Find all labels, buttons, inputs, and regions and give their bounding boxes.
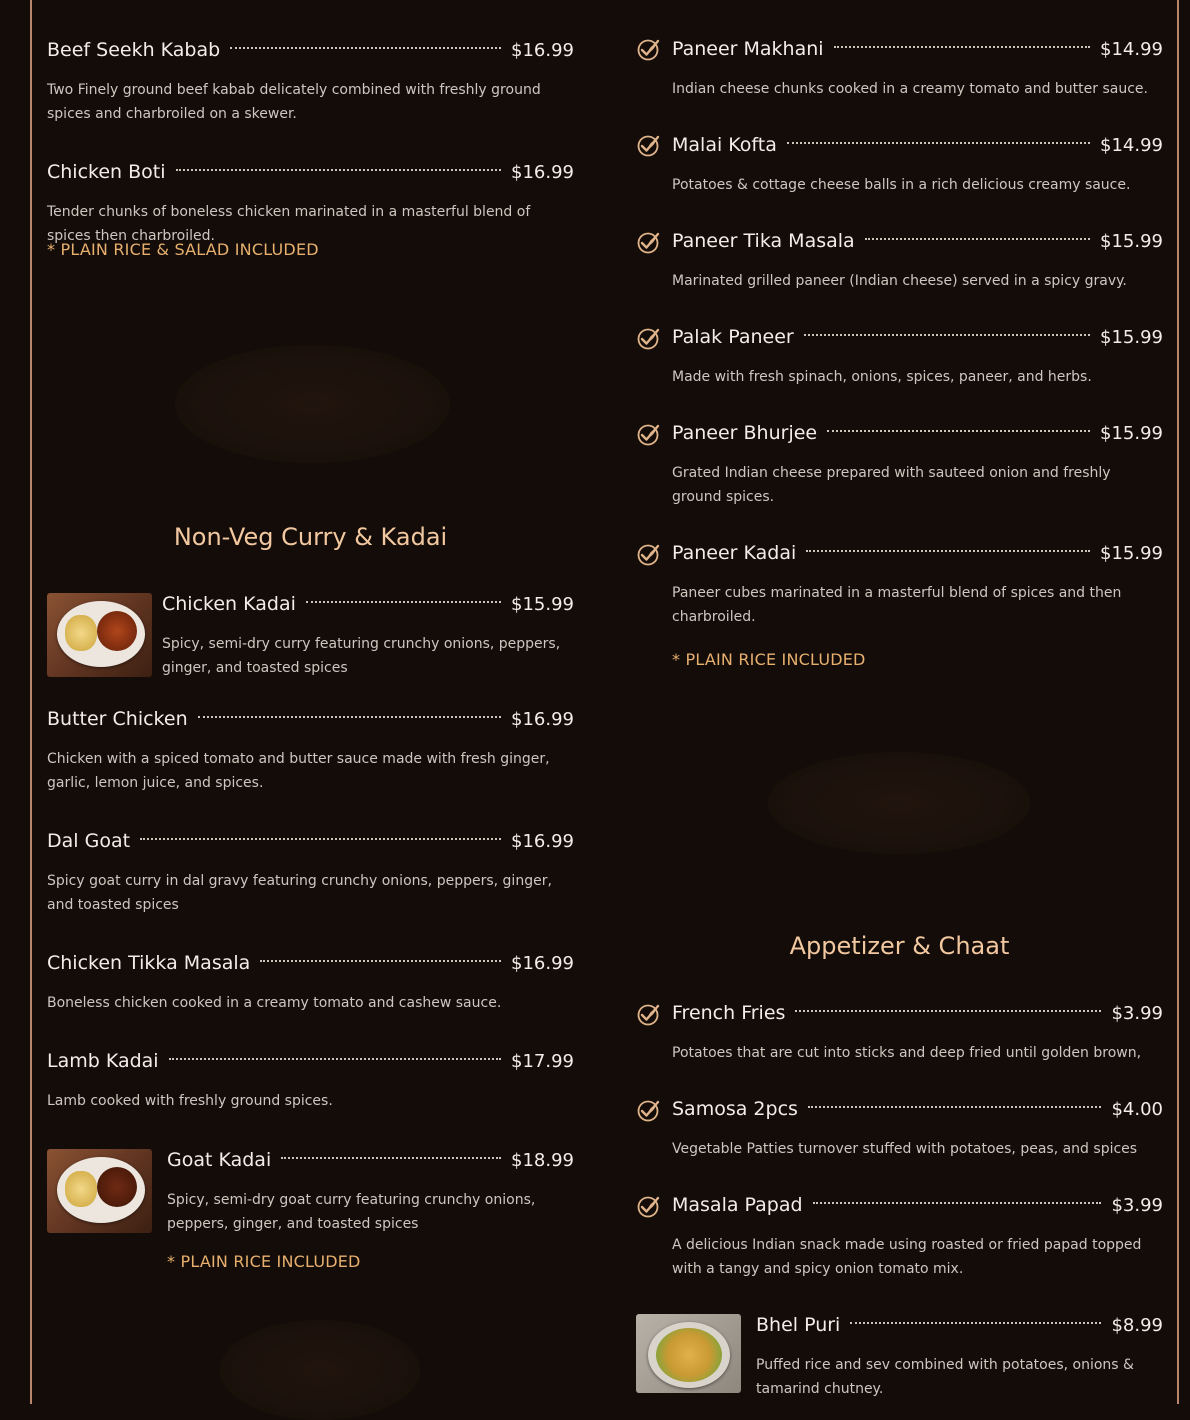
check-leaf-icon <box>636 1003 660 1027</box>
dotted-leader <box>795 1010 1101 1012</box>
check-leaf-icon <box>636 231 660 255</box>
item-description: Vegetable Patties turnover stuffed with potatoes, peas, and spices <box>672 1141 1138 1157</box>
item-description: Spicy, semi-dry goat curry featuring crunchy onions, peppers, ginger, and toasted spices <box>167 1192 536 1232</box>
section-title: Appetizer & Chaat <box>789 932 1010 960</box>
included-note: * PLAIN RICE INCLUDED <box>167 1252 361 1271</box>
item-price: $15.99 <box>1100 326 1163 348</box>
bhel-puri-photo <box>636 1314 741 1393</box>
item-price: $3.99 <box>1111 1194 1163 1216</box>
item-name: Goat Kadai <box>167 1149 272 1171</box>
menu-item[interactable] <box>672 226 1163 296</box>
menu-item[interactable] <box>47 1046 574 1116</box>
item-description: Lamb cooked with freshly ground spices. <box>47 1093 333 1109</box>
menu-item[interactable] <box>47 948 574 1018</box>
item-name: Palak Paneer <box>672 326 794 348</box>
dotted-leader <box>787 142 1090 144</box>
item-name: Beef Seekh Kabab <box>47 39 221 61</box>
item-price: $15.99 <box>1100 422 1163 444</box>
menu-item[interactable] <box>47 35 574 125</box>
check-leaf-icon <box>636 423 660 447</box>
dotted-leader <box>176 169 501 171</box>
item-description: Chicken with a spiced tomato and butter sauce made with fresh ginger, garlic, lemon juice, and spices. <box>47 751 550 791</box>
menu-item[interactable] <box>672 998 1163 1068</box>
dotted-leader <box>169 1058 501 1060</box>
item-name: Malai Kofta <box>672 134 777 156</box>
menu-item[interactable] <box>47 157 574 247</box>
item-price: $15.99 <box>511 593 574 615</box>
dotted-leader <box>850 1322 1101 1324</box>
dotted-leader <box>813 1202 1102 1204</box>
item-name: Dal Goat <box>47 830 131 852</box>
item-description: Marinated grilled paneer (Indian cheese) served in a spicy gravy. <box>672 273 1127 289</box>
left-border-line <box>30 0 32 1404</box>
item-price: $4.00 <box>1111 1098 1163 1120</box>
check-leaf-icon <box>636 38 660 62</box>
item-name: Butter Chicken <box>47 708 188 730</box>
dotted-leader <box>260 960 501 962</box>
check-leaf-icon <box>636 327 660 351</box>
item-description: Boneless chicken cooked in a creamy tomato and cashew sauce. <box>47 995 502 1011</box>
item-price: $17.99 <box>511 1050 574 1072</box>
item-description: Spicy, semi-dry curry featuring crunchy onions, peppers, ginger, and toasted spices <box>162 636 561 676</box>
item-description: Indian cheese chunks cooked in a creamy tomato and butter sauce. <box>672 81 1148 97</box>
included-note: * PLAIN RICE & SALAD INCLUDED <box>47 240 319 259</box>
included-note: * PLAIN RICE INCLUDED <box>672 650 866 669</box>
menu-item[interactable] <box>672 538 1163 628</box>
item-price: $8.99 <box>1111 1314 1163 1336</box>
dotted-leader <box>834 46 1090 48</box>
menu-item[interactable] <box>47 826 574 916</box>
item-description: A delicious Indian snack made using roasted or fried papad topped with a tangy and spicy onion tomato mix. <box>672 1237 1142 1277</box>
dotted-leader <box>865 238 1090 240</box>
item-price: $18.99 <box>511 1149 574 1171</box>
menu-item[interactable] <box>162 589 574 679</box>
item-price: $16.99 <box>511 952 574 974</box>
item-name: Chicken Kadai <box>162 593 296 615</box>
menu-item[interactable] <box>756 1310 1163 1400</box>
item-name: Lamb Kadai <box>47 1050 159 1072</box>
item-description: Potatoes & cottage cheese balls in a rich delicious creamy sauce. <box>672 177 1131 193</box>
menu-item[interactable] <box>672 322 1163 392</box>
item-name: Samosa 2pcs <box>672 1098 798 1120</box>
check-leaf-icon <box>636 1195 660 1219</box>
dotted-leader <box>281 1157 501 1159</box>
item-price: $16.99 <box>511 161 574 183</box>
item-description: Paneer cubes marinated in a masterful blend of spices and then charbroiled. <box>672 585 1122 625</box>
item-price: $16.99 <box>511 830 574 852</box>
check-leaf-icon <box>636 543 660 567</box>
item-price: $15.99 <box>1100 230 1163 252</box>
item-description: Made with fresh spinach, onions, spices, paneer, and herbs. <box>672 369 1092 385</box>
dotted-leader <box>806 550 1090 552</box>
item-price: $16.99 <box>511 39 574 61</box>
menu-item[interactable] <box>167 1145 574 1235</box>
background-food-image <box>768 752 1030 854</box>
item-name: Masala Papad <box>672 1194 803 1216</box>
item-price: $14.99 <box>1100 134 1163 156</box>
chicken-kadai-photo <box>47 593 152 677</box>
dotted-leader <box>140 838 501 840</box>
dotted-leader <box>198 716 501 718</box>
menu-item[interactable] <box>672 1094 1163 1164</box>
dotted-leader <box>804 334 1090 336</box>
dotted-leader <box>827 430 1090 432</box>
item-name: Paneer Bhurjee <box>672 422 818 444</box>
check-leaf-icon <box>636 1099 660 1123</box>
item-name: Paneer Tika Masala <box>672 230 855 252</box>
dotted-leader <box>808 1106 1102 1108</box>
menu-item[interactable] <box>672 34 1163 104</box>
item-description: Puffed rice and sev combined with potatoes, onions & tamarind chutney. <box>756 1357 1134 1397</box>
item-price: $15.99 <box>1100 542 1163 564</box>
background-food-image <box>220 1320 420 1420</box>
menu-item[interactable] <box>47 704 574 794</box>
goat-kadai-photo <box>47 1149 152 1233</box>
menu-item[interactable] <box>672 1190 1163 1280</box>
right-border-line <box>1177 0 1179 1404</box>
item-price: $14.99 <box>1100 38 1163 60</box>
item-price: $3.99 <box>1111 1002 1163 1024</box>
item-name: Paneer Makhani <box>672 38 824 60</box>
item-name: Chicken Tikka Masala <box>47 952 251 974</box>
dotted-leader <box>306 601 501 603</box>
item-description: Two Finely ground beef kabab delicately combined with freshly ground spices and charbroiled on a skewer. <box>47 82 541 122</box>
item-description: Tender chunks of boneless chicken marinated in a masterful blend of spices then charbroiled. <box>47 204 531 244</box>
item-description: Potatoes that are cut into sticks and deep fried until golden brown, <box>672 1045 1142 1061</box>
item-description: Spicy goat curry in dal gravy featuring crunchy onions, peppers, ginger, and toasted spices <box>47 873 552 913</box>
background-food-image <box>175 345 450 463</box>
item-name: Paneer Kadai <box>672 542 797 564</box>
item-name: French Fries <box>672 1002 786 1024</box>
dotted-leader <box>230 47 501 49</box>
item-name: Bhel Puri <box>756 1314 841 1336</box>
item-price: $16.99 <box>511 708 574 730</box>
section-title: Non-Veg Curry & Kadai <box>173 523 448 551</box>
item-description: Grated Indian cheese prepared with sauteed onion and freshly ground spices. <box>672 465 1111 505</box>
menu-item[interactable] <box>672 130 1163 200</box>
check-leaf-icon <box>636 134 660 158</box>
menu-item[interactable] <box>672 418 1163 508</box>
item-name: Chicken Boti <box>47 161 166 183</box>
